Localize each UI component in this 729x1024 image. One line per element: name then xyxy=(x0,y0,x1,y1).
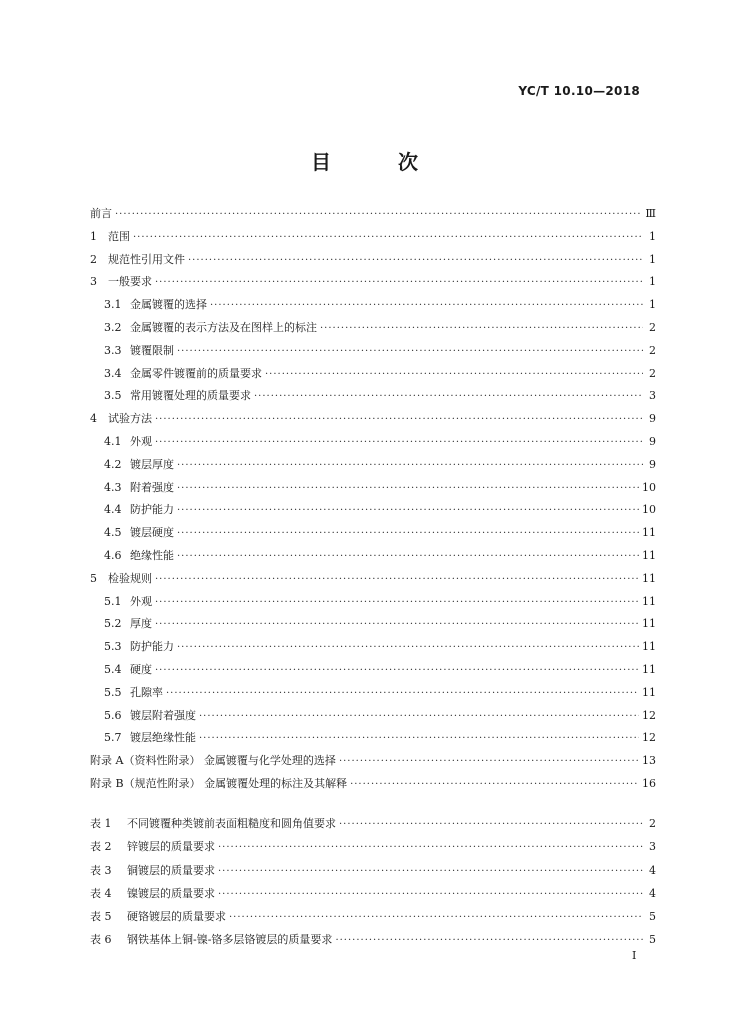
toc-entry[interactable] xyxy=(90,705,656,728)
dot-leader xyxy=(155,614,639,637)
toc-entry[interactable] xyxy=(90,431,656,454)
toc-entry-page: 9 xyxy=(649,412,656,426)
toc-entry-page: 4 xyxy=(649,886,656,900)
toc-entry-number: 4.5 xyxy=(104,526,122,540)
toc-entry-label: 附录 B（规范性附录） 金属镀覆处理的标注及其解释 xyxy=(90,776,348,790)
toc-entry-page: 16 xyxy=(642,776,656,790)
toc-entry-label: 一般要求 xyxy=(108,275,152,289)
toc-entry[interactable] xyxy=(90,613,656,636)
toc-entry-number: 4.6 xyxy=(104,548,122,562)
toc-entry-page: 13 xyxy=(642,754,656,768)
toc-entry[interactable] xyxy=(90,385,656,408)
toc-entry-number: 表 4 xyxy=(90,886,112,900)
toc-entry[interactable] xyxy=(90,363,656,386)
toc-entry-page: 2 xyxy=(649,320,656,334)
toc-entry[interactable] xyxy=(90,568,656,591)
toc-entry[interactable] xyxy=(90,812,656,835)
dot-leader xyxy=(218,883,643,906)
dot-leader xyxy=(320,318,643,341)
toc-entry[interactable] xyxy=(90,773,656,796)
toc-entry[interactable] xyxy=(90,226,656,249)
toc-entry-number: 5.6 xyxy=(104,708,122,722)
toc-entry-page: 2 xyxy=(649,366,656,380)
toc-entry[interactable] xyxy=(90,591,656,614)
toc-entry-number: 3.1 xyxy=(104,298,122,312)
dot-leader xyxy=(177,341,643,364)
toc-entry[interactable] xyxy=(90,408,656,431)
page-title: 目 次 xyxy=(311,150,448,174)
list-of-tables xyxy=(90,812,656,952)
table-of-contents xyxy=(90,203,656,796)
toc-entry-page: 5 xyxy=(649,910,656,924)
dot-leader xyxy=(339,813,643,836)
dot-leader xyxy=(155,409,643,432)
toc-entry-number: 3 xyxy=(90,275,97,289)
toc-entry-page: 5 xyxy=(649,933,656,947)
toc-entry-page: 11 xyxy=(642,640,656,654)
toc-entry-label: 防护能力 xyxy=(130,640,174,654)
toc-entry-label: 硬铬镀层的质量要求 xyxy=(127,910,226,924)
toc-entry-number: 3.2 xyxy=(104,320,122,334)
dot-leader xyxy=(199,706,639,729)
toc-entry-label: 附录 A（资料性附录） 金属镀覆与化学处理的选择 xyxy=(90,754,336,768)
toc-entry-number: 5.1 xyxy=(104,594,122,608)
toc-entry-page: 1 xyxy=(649,229,656,243)
toc-entry-label: 规范性引用文件 xyxy=(108,252,185,266)
toc-entry-label: 镀层厚度 xyxy=(130,457,174,471)
dot-leader xyxy=(335,929,643,952)
toc-entry-label: 铜镀层的质量要求 xyxy=(127,863,215,877)
toc-entry-label: 钢铁基体上铜-镍-铬多层铬镀层的质量要求 xyxy=(127,933,333,947)
dot-leader xyxy=(155,432,643,455)
toc-entry-label: 检验规则 xyxy=(108,571,152,585)
toc-entry-label: 金属镀覆的表示方法及在图样上的标注 xyxy=(130,320,317,334)
toc-entry-label: 镀覆限制 xyxy=(130,343,174,357)
toc-entry[interactable] xyxy=(90,905,656,928)
toc-entry-number: 表 2 xyxy=(90,840,112,854)
page-number: I xyxy=(632,949,637,962)
toc-entry-number: 2 xyxy=(90,252,97,266)
dot-leader xyxy=(210,295,643,318)
toc-entry[interactable] xyxy=(90,859,656,882)
toc-entry-label: 金属零件镀覆前的质量要求 xyxy=(130,366,262,380)
toc-entry-number: 表 5 xyxy=(90,910,112,924)
dot-leader xyxy=(350,774,639,797)
dot-leader xyxy=(254,386,643,409)
toc-entry[interactable] xyxy=(90,477,656,500)
dot-leader xyxy=(177,523,639,546)
toc-entry-label: 外观 xyxy=(130,594,152,608)
dot-leader xyxy=(155,569,639,592)
toc-entry-label: 厚度 xyxy=(130,617,152,631)
toc-entry[interactable] xyxy=(90,317,656,340)
toc-entry-label: 范围 xyxy=(108,229,130,243)
toc-entry-label: 镍镀层的质量要求 xyxy=(127,886,215,900)
toc-entry[interactable] xyxy=(90,682,656,705)
toc-entry[interactable] xyxy=(90,271,656,294)
toc-entry-label: 镀层附着强度 xyxy=(130,708,196,722)
toc-entry-page: 3 xyxy=(649,840,656,854)
toc-entry-page: 11 xyxy=(642,571,656,585)
dot-leader xyxy=(188,250,643,273)
document-code: YC/T 10.10—2018 xyxy=(518,84,640,98)
toc-entry-label: 试验方法 xyxy=(108,412,152,426)
dot-leader xyxy=(199,728,639,751)
toc-entry-number: 5 xyxy=(90,571,97,585)
toc-entry[interactable] xyxy=(90,545,656,568)
toc-entry[interactable] xyxy=(90,750,656,773)
toc-entry[interactable] xyxy=(90,882,656,905)
toc-entry-number: 5.5 xyxy=(104,685,122,699)
dot-leader xyxy=(155,592,639,615)
toc-entry[interactable] xyxy=(90,454,656,477)
toc-entry-label: 外观 xyxy=(130,434,152,448)
toc-entry-page: 11 xyxy=(642,617,656,631)
toc-entry-label: 附着强度 xyxy=(130,480,174,494)
toc-entry-number: 4.3 xyxy=(104,480,122,494)
toc-entry[interactable] xyxy=(90,340,656,363)
toc-entry-page: 9 xyxy=(649,457,656,471)
toc-entry-page: 11 xyxy=(642,685,656,699)
toc-entry-page: 12 xyxy=(642,731,656,745)
toc-entry-number: 3.5 xyxy=(104,389,122,403)
toc-entry-number: 3.4 xyxy=(104,366,122,380)
toc-entry-page: Ⅲ xyxy=(645,207,656,220)
toc-entry[interactable] xyxy=(90,636,656,659)
toc-entry-label: 前言 xyxy=(90,207,112,220)
toc-entry[interactable] xyxy=(90,835,656,858)
toc-entry-number: 4.1 xyxy=(104,434,122,448)
dot-leader xyxy=(155,272,643,295)
toc-entry[interactable] xyxy=(90,522,656,545)
toc-entry-page: 1 xyxy=(649,275,656,289)
toc-entry-label: 镀层硬度 xyxy=(130,526,174,540)
toc-entry-page: 2 xyxy=(649,343,656,357)
toc-entry[interactable] xyxy=(90,249,656,272)
toc-entry-number: 5.2 xyxy=(104,617,122,631)
toc-entry-label: 锌镀层的质量要求 xyxy=(127,840,215,854)
dot-leader xyxy=(339,751,639,774)
toc-entry[interactable] xyxy=(90,727,656,750)
toc-entry-page: 12 xyxy=(642,708,656,722)
toc-entry-page: 2 xyxy=(649,817,656,830)
toc-entry[interactable] xyxy=(90,294,656,317)
toc-entry-page: 4 xyxy=(649,863,656,877)
dot-leader xyxy=(115,204,642,227)
toc-entry-number: 3.3 xyxy=(104,343,122,357)
toc-entry-label: 镀层绝缘性能 xyxy=(130,731,196,745)
dot-leader xyxy=(218,860,643,883)
toc-entry-label: 硬度 xyxy=(130,662,152,676)
dot-leader xyxy=(177,478,639,501)
toc-entry-page: 11 xyxy=(642,594,656,608)
toc-entry-label: 孔隙率 xyxy=(130,685,163,699)
toc-entry-number: 1 xyxy=(90,229,97,243)
toc-entry-label: 常用镀覆处理的质量要求 xyxy=(130,389,251,403)
toc-entry-number: 表 6 xyxy=(90,933,112,947)
dot-leader xyxy=(229,906,643,929)
dot-leader xyxy=(133,227,643,250)
dot-leader xyxy=(177,546,639,569)
dot-leader xyxy=(177,637,639,660)
toc-entry[interactable] xyxy=(90,499,656,522)
dot-leader xyxy=(218,836,643,859)
toc-entry-number: 5.3 xyxy=(104,640,122,654)
toc-entry-label: 不同镀覆种类镀前表面粗糙度和圆角值要求 xyxy=(127,817,336,830)
toc-entry-label: 防护能力 xyxy=(130,503,174,517)
toc-entry[interactable] xyxy=(90,203,656,226)
toc-entry-number: 4.4 xyxy=(104,503,122,517)
toc-entry-label: 金属镀覆的选择 xyxy=(130,298,207,312)
toc-entry-number: 5.7 xyxy=(104,731,122,745)
toc-entry-page: 11 xyxy=(642,548,656,562)
toc-entry-number: 4.2 xyxy=(104,457,122,471)
toc-entry-number: 5.4 xyxy=(104,662,122,676)
toc-entry-page: 1 xyxy=(649,252,656,266)
toc-entry-page: 10 xyxy=(642,480,656,494)
dot-leader xyxy=(155,660,639,683)
toc-entry[interactable] xyxy=(90,659,656,682)
dot-leader xyxy=(265,364,643,387)
toc-entry-page: 11 xyxy=(642,526,656,540)
toc-entry-page: 3 xyxy=(649,389,656,403)
toc-entry-number: 表 1 xyxy=(90,817,112,830)
toc-entry-page: 1 xyxy=(649,298,656,312)
dot-leader xyxy=(177,500,639,523)
toc-entry-page: 11 xyxy=(642,662,656,676)
toc-entry-page: 10 xyxy=(642,503,656,517)
dot-leader xyxy=(177,455,643,478)
toc-entry-label: 绝缘性能 xyxy=(130,548,174,562)
toc-entry-page: 9 xyxy=(649,434,656,448)
dot-leader xyxy=(166,683,639,706)
toc-entry-number: 表 3 xyxy=(90,863,112,877)
toc-entry[interactable] xyxy=(90,928,656,951)
toc-entry-number: 4 xyxy=(90,412,97,426)
